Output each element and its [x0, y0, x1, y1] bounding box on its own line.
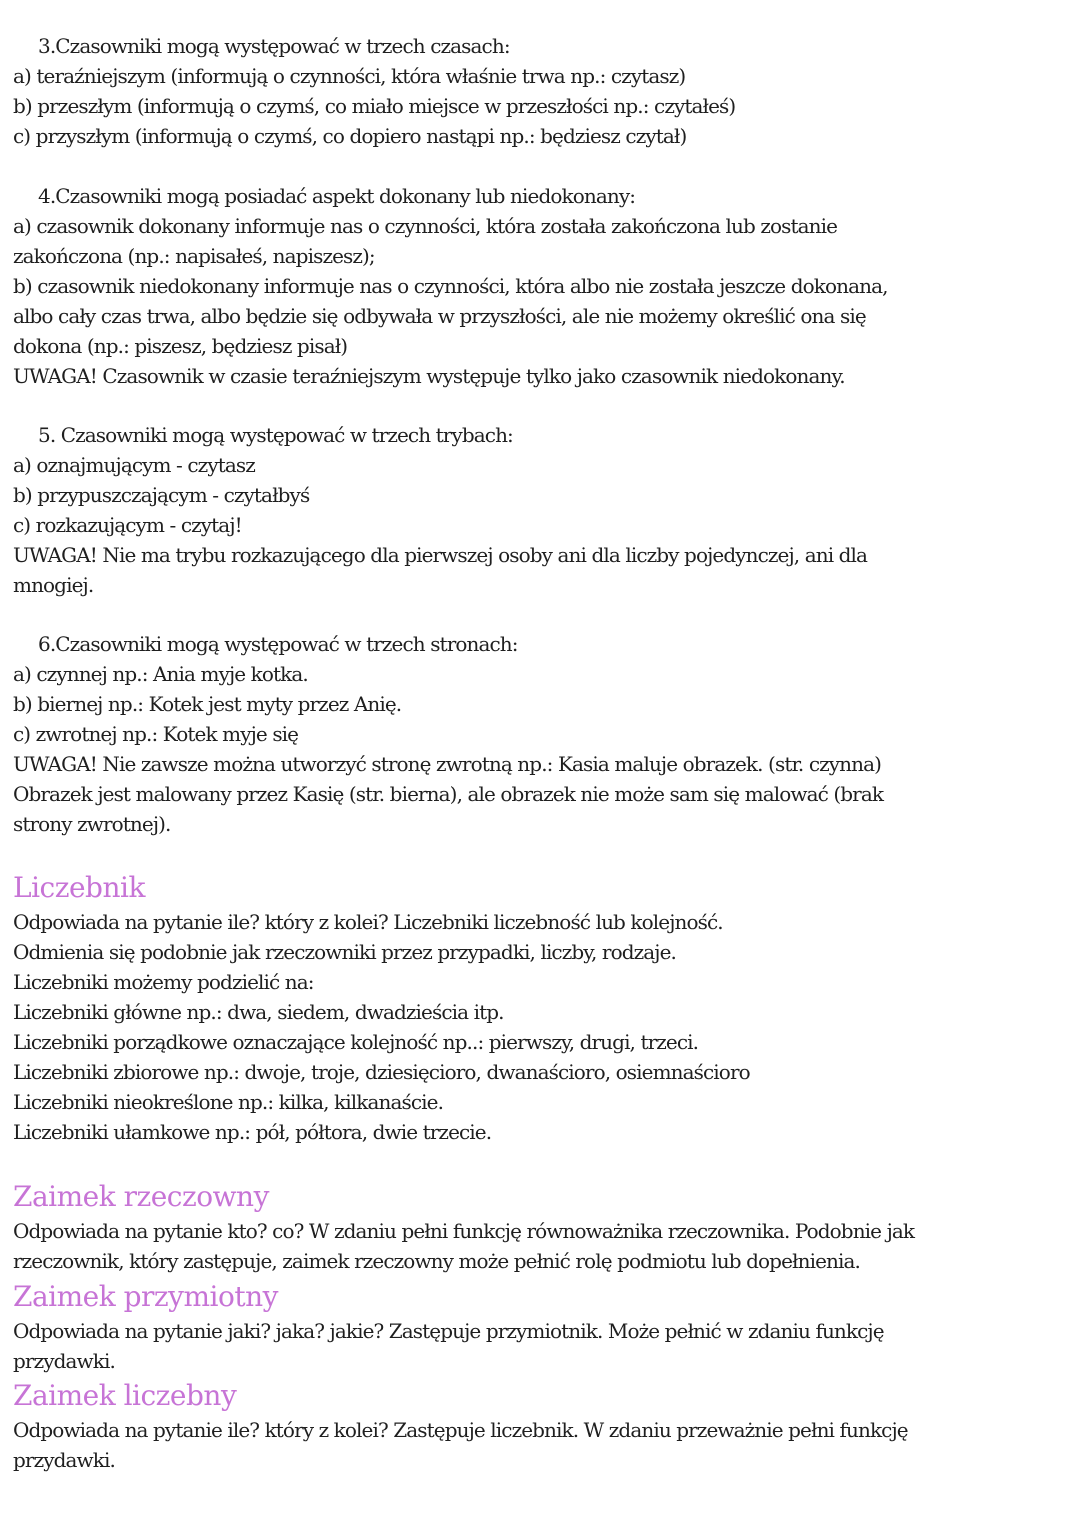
section-6-line: b) biernej np.: Kotek jest myty przez Anię.: [13, 692, 402, 716]
section-4-line: a) czasownik dokonany informuje nas o czynności, która została zakończona lub zostanie: [13, 214, 838, 238]
zaimek-liczebny-line: Odpowiada na pytanie ile? który z kolei? Zastępuje liczebnik. W zdaniu przeważnie pełni funkcję: [13, 1418, 908, 1442]
heading-liczebnik: Liczebnik: [13, 871, 145, 904]
liczebnik-line: Liczebniki porządkowe oznaczające kolejność np..: pierwszy, drugi, trzeci.: [13, 1030, 699, 1054]
section-6-title: 6.Czasowniki mogą występować w trzech stronach:: [38, 632, 518, 656]
section-4-line: zakończona (np.: napisałeś, napiszesz);: [13, 244, 375, 268]
zaimek-liczebny-line: przydawki.: [13, 1448, 115, 1472]
liczebnik-line: Liczebniki możemy podzielić na:: [13, 970, 314, 994]
section-3-title: 3.Czasowniki mogą występować w trzech czasach:: [38, 34, 510, 58]
liczebnik-line: Liczebniki zbiorowe np.: dwoje, troje, dziesięcioro, dwanaścioro, osiemnaścioro: [13, 1060, 750, 1084]
zaimek-rzeczowny-line: Odpowiada na pytanie kto? co? W zdaniu pełni funkcję równoważnika rzeczownika. Podobnie jak: [13, 1219, 915, 1243]
liczebnik-line: Odpowiada na pytanie ile? który z kolei? Liczebniki liczebność lub kolejność.: [13, 910, 723, 934]
liczebnik-line: Liczebniki ułamkowe np.: pół, półtora, dwie trzecie.: [13, 1120, 492, 1144]
section-6-line: c) zwrotnej np.: Kotek myje się: [13, 722, 299, 746]
section-3-item-c: c) przyszłym (informują o czymś, co dopiero nastąpi np.: będziesz czytał): [13, 124, 687, 148]
heading-zaimek-przymiotny: Zaimek przymiotny: [13, 1280, 278, 1313]
section-3-item-b: b) przeszłym (informują o czymś, co miało miejsce w przeszłości np.: czytałeś): [13, 94, 736, 118]
section-4-line: dokona (np.: piszesz, będziesz pisał): [13, 334, 348, 358]
section-6-line: strony zwrotnej).: [13, 812, 171, 836]
section-6-line: a) czynnej np.: Ania myje kotka.: [13, 662, 308, 686]
heading-zaimek-rzeczowny: Zaimek rzeczowny: [13, 1180, 269, 1213]
section-4-warning: UWAGA! Czasownik w czasie teraźniejszym występuje tylko jako czasownik niedokonany.: [13, 364, 845, 388]
section-3-item-a: a) teraźniejszym (informują o czynności, która właśnie trwa np.: czytasz): [13, 64, 686, 88]
liczebnik-line: Liczebniki nieokreślone np.: kilka, kilkanaście.: [13, 1090, 444, 1114]
section-5-line: c) rozkazującym - czytaj!: [13, 513, 242, 537]
section-5-line: b) przypuszczającym - czytałbyś: [13, 483, 310, 507]
zaimek-przymiotny-line: przydawki.: [13, 1349, 115, 1373]
section-5-warning: UWAGA! Nie ma trybu rozkazującego dla pierwszej osoby ani dla liczby pojedynczej, ani dla: [13, 543, 868, 567]
section-6-warning: UWAGA! Nie zawsze można utworzyć stronę zwrotną np.: Kasia maluje obrazek. (str. czynna): [13, 752, 882, 776]
liczebnik-line: Liczebniki główne np.: dwa, siedem, dwadzieścia itp.: [13, 1000, 504, 1024]
zaimek-rzeczowny-line: rzeczownik, który zastępuje, zaimek rzeczowny może pełnić rolę podmiotu lub dopełnienia.: [13, 1249, 860, 1273]
section-5-title: 5. Czasowniki mogą występować w trzech trybach:: [38, 423, 513, 447]
section-5-line: mnogiej.: [13, 573, 94, 597]
section-5-line: a) oznajmującym - czytasz: [13, 453, 255, 477]
liczebnik-line: Odmienia się podobnie jak rzeczowniki przez przypadki, liczby, rodzaje.: [13, 940, 676, 964]
section-4-line: b) czasownik niedokonany informuje nas o czynności, która albo nie została jeszcze dokonana,: [13, 274, 888, 298]
section-4-line: albo cały czas trwa, albo będzie się odbywała w przyszłości, ale nie możemy określić ona się: [13, 304, 866, 328]
section-4-title: 4.Czasowniki mogą posiadać aspekt dokonany lub niedokonany:: [38, 184, 636, 208]
zaimek-przymiotny-line: Odpowiada na pytanie jaki? jaka? jakie? Zastępuje przymiotnik. Może pełnić w zdaniu funkcję: [13, 1319, 884, 1343]
section-6-line: Obrazek jest malowany przez Kasię (str. bierna), ale obrazek nie może sam się malować (brak: [13, 782, 884, 806]
heading-zaimek-liczebny: Zaimek liczebny: [13, 1379, 237, 1412]
